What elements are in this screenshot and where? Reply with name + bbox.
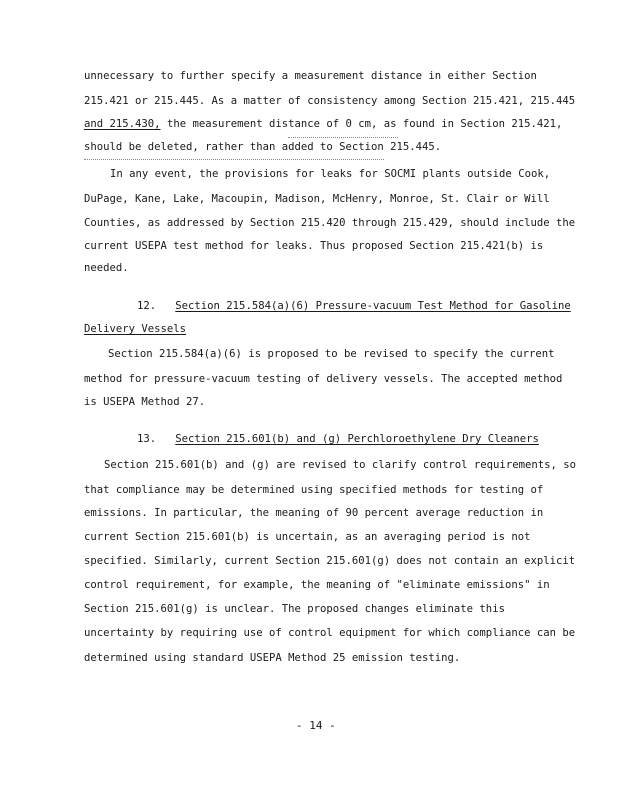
paragraph-line: emissions. In particular, the meaning of 90 percent average reduction in: [84, 507, 544, 519]
heading-number: 13.: [137, 433, 157, 445]
paragraph-line: uncertainty by requiring use of control equipment for which compliance can be: [84, 627, 576, 639]
section-heading-12: [137, 300, 571, 312]
paragraph-line: should be deleted, rather than added to Section 215.445.: [84, 141, 442, 153]
underlined-reference: and 215.430,: [84, 118, 161, 130]
paragraph-line: current Section 215.601(b) is uncertain, as an averaging period is not: [84, 531, 531, 543]
strike-dots: [288, 137, 398, 138]
heading-title: Section 215.601(b) and (g) Perchloroethylene Dry Cleaners: [175, 433, 539, 445]
strike-dots: [84, 159, 384, 160]
paragraph-line: determined using standard USEPA Method 25 emission testing.: [84, 652, 461, 664]
section-heading-13: [137, 433, 539, 445]
paragraph-line: needed.: [84, 262, 129, 274]
paragraph-line: current USEPA test method for leaks. Thus proposed Section 215.421(b) is: [84, 240, 544, 252]
paragraph-line: Section 215.584(a)(6) is proposed to be revised to specify the current: [108, 348, 555, 360]
heading-title: Section 215.584(a)(6) Pressure-vacuum Test Method for Gasoline: [175, 300, 571, 312]
paragraph-line: unnecessary to further specify a measurement distance in either Section: [84, 70, 537, 82]
paragraph-line: control requirement, for example, the meaning of "eliminate emissions" in: [84, 579, 550, 591]
paragraph-line: is USEPA Method 27.: [84, 396, 206, 408]
line-remainder: the measurement distance of 0 cm, as found in Section 215.421,: [166, 118, 563, 130]
paragraph-line: [84, 118, 562, 130]
paragraph-line: In any event, the provisions for leaks for SOCMI plants outside Cook,: [110, 168, 551, 180]
paragraph-line: method for pressure-vacuum testing of delivery vessels. The accepted method: [84, 373, 563, 385]
section-heading-12-continued: Delivery Vessels: [84, 323, 187, 335]
heading-number: 12.: [137, 300, 157, 312]
paragraph-line: Counties, as addressed by Section 215.420 through 215.429, should include the: [84, 217, 576, 229]
paragraph-line: Section 215.601(g) is unclear. The proposed changes eliminate this: [84, 603, 505, 615]
paragraph-line: Section 215.601(b) and (g) are revised to clarify control requirements, so: [104, 459, 576, 471]
page-number: - 14 -: [296, 719, 336, 732]
paragraph-line: DuPage, Kane, Lake, Macoupin, Madison, McHenry, Monroe, St. Clair or Will: [84, 193, 550, 205]
paragraph-line: that compliance may be determined using specified methods for testing of: [84, 484, 544, 496]
paragraph-line: specified. Similarly, current Section 215.601(g) does not contain an explicit: [84, 555, 576, 567]
paragraph-line: 215.421 or 215.445. As a matter of consistency among Section 215.421, 215.445: [84, 95, 576, 107]
